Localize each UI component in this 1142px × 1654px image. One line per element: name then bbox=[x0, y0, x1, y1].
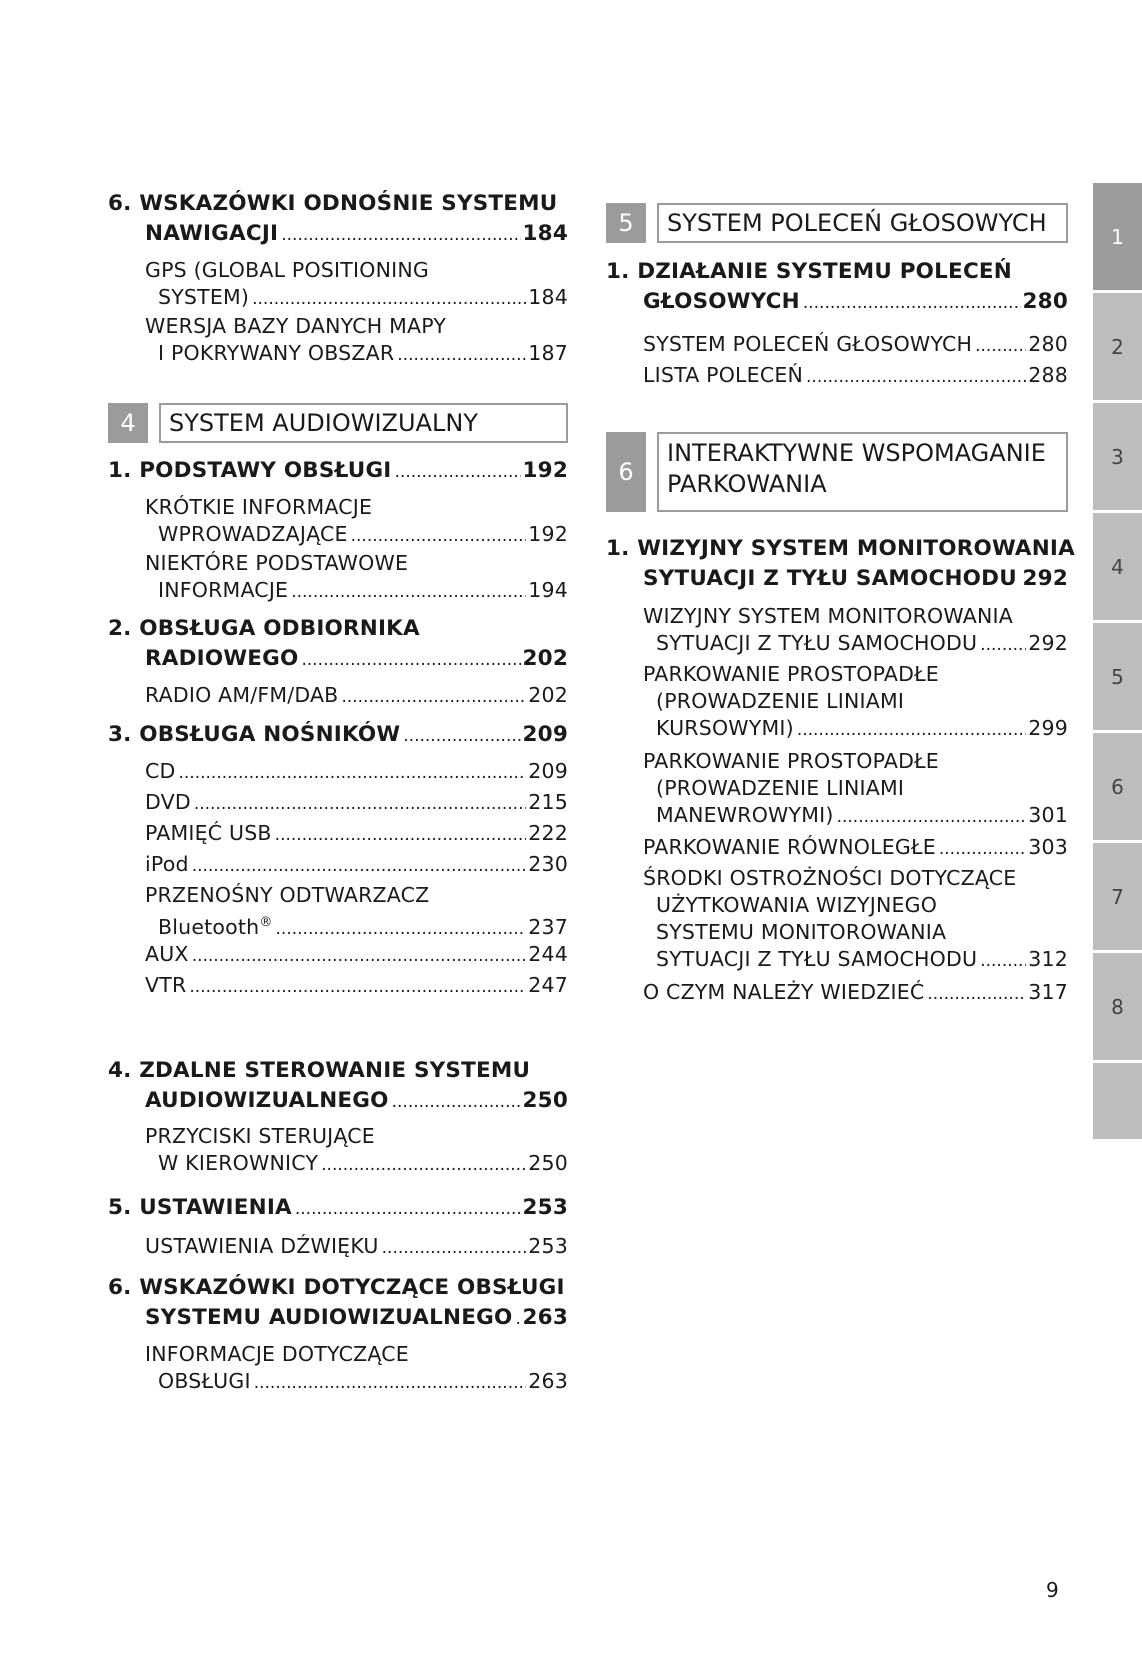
page-ref: 292 bbox=[1022, 566, 1068, 591]
page-ref: 250 bbox=[528, 1151, 568, 1175]
toc-item[interactable]: WERSJA BAZY DANYCH MAPY I POKRYWANY OBSZAR ..... 187 bbox=[145, 313, 568, 369]
toc-item[interactable]: CD ..... 209 bbox=[145, 758, 568, 787]
page-ref: 253 bbox=[522, 1195, 568, 1220]
toc-chapter[interactable]: 2. OBSŁUGA ODBIORNIKA RADIOWEGO ..... 202 bbox=[108, 614, 568, 675]
page-ref: 312 bbox=[1028, 947, 1068, 971]
page-number: 9 bbox=[1046, 1578, 1059, 1602]
toc-chapter[interactable]: 1. DZIAŁANIE SYSTEMU POLECEŃ GŁOSOWYCH ..... 280 bbox=[606, 257, 1068, 318]
page-ref: 299 bbox=[1028, 716, 1068, 740]
chapter-tab-blank bbox=[1093, 1063, 1142, 1142]
toc-item[interactable]: RADIO AM/FM/DAB ..... 202 bbox=[145, 682, 568, 711]
leader-dots bbox=[301, 645, 520, 675]
toc-item[interactable]: PAMIĘĆ USB ..... 222 bbox=[145, 820, 568, 849]
leader-dots bbox=[403, 721, 520, 751]
chapter-tab-8[interactable]: 8 bbox=[1093, 953, 1142, 1063]
leader-dots bbox=[189, 974, 526, 1001]
chapter-tab-7[interactable]: 7 bbox=[1093, 843, 1142, 953]
page-ref: 303 bbox=[1028, 835, 1068, 859]
toc-chapter[interactable]: 6. WSKAZÓWKI DOTYCZĄCE OBSŁUGI SYSTEMU AUDIOWIZUALNEGO ..... 263 bbox=[108, 1273, 568, 1334]
leader-dots bbox=[927, 981, 1026, 1008]
section-title: INTERAKTYWNE WSPOMAGANIE PARKOWANIA bbox=[657, 432, 1068, 512]
page-ref: 184 bbox=[528, 285, 568, 309]
page-ref: 187 bbox=[528, 341, 568, 365]
section-title: SYSTEM AUDIOWIZUALNY bbox=[159, 403, 568, 443]
leader-dots bbox=[980, 948, 1026, 975]
toc-item[interactable]: O CZYM NALEŻY WIEDZIEĆ ..... 317 bbox=[643, 979, 1068, 1008]
page-ref: 247 bbox=[528, 973, 568, 997]
leader-dots bbox=[341, 684, 526, 711]
leader-dots bbox=[295, 1194, 521, 1224]
page-ref: 215 bbox=[528, 790, 568, 814]
toc-item[interactable]: iPod ..... 230 bbox=[145, 851, 568, 880]
page-ref: 237 bbox=[528, 914, 568, 939]
chapter-tab-5[interactable]: 5 bbox=[1093, 623, 1142, 733]
toc-item[interactable]: PARKOWANIE RÓWNOLEGŁE ..... 303 bbox=[643, 834, 1068, 863]
toc-item[interactable]: PARKOWANIE PROSTOPADŁE (PROWADZENIE LINIAMI KURSOWYMI) ..... 299 bbox=[643, 661, 1068, 744]
leader-dots bbox=[837, 804, 1027, 831]
leader-dots bbox=[351, 523, 527, 550]
leader-dots bbox=[254, 1370, 527, 1397]
leader-dots bbox=[797, 717, 1026, 744]
toc-item[interactable]: SYSTEM POLECEŃ GŁOSOWYCH ..... 280 bbox=[643, 331, 1068, 360]
page-ref: 192 bbox=[528, 522, 568, 546]
leader-dots bbox=[321, 1152, 526, 1179]
page-ref: 301 bbox=[1028, 803, 1068, 827]
leader-dots bbox=[1020, 565, 1021, 595]
page-ref: 184 bbox=[522, 221, 568, 246]
section-number: 4 bbox=[108, 403, 148, 443]
leader-dots bbox=[275, 822, 527, 849]
page-ref: 280 bbox=[1022, 289, 1068, 314]
leader-dots bbox=[975, 333, 1026, 360]
leader-dots bbox=[281, 220, 520, 250]
leader-dots bbox=[806, 364, 1026, 391]
leader-dots bbox=[515, 1304, 520, 1334]
leader-dots bbox=[179, 760, 527, 787]
page-ref: 250 bbox=[522, 1088, 568, 1113]
page-ref: 202 bbox=[528, 683, 568, 707]
toc-item[interactable]: USTAWIENIA DŹWIĘKU ..... 253 bbox=[145, 1233, 568, 1262]
toc-chapter[interactable]: 1. WIZYJNY SYSTEM MONITOROWANIA SYTUACJI Z TYŁU SAMOCHODU ..... 292 bbox=[606, 534, 1068, 595]
leader-dots bbox=[382, 1235, 527, 1262]
section-number: 5 bbox=[606, 203, 646, 243]
section-header bbox=[606, 203, 1068, 243]
toc-chapter[interactable]: 6. WSKAZÓWKI ODNOŚNIE SYSTEMU NAWIGACJI ..... 184 bbox=[108, 189, 568, 250]
chapter-tab-1[interactable]: 1 bbox=[1093, 183, 1142, 293]
toc-chapter[interactable]: 4. ZDALNE STEROWANIE SYSTEMU AUDIOWIZUALNEGO ..... 250 bbox=[108, 1056, 568, 1117]
leader-dots bbox=[192, 853, 527, 880]
leader-dots bbox=[291, 579, 526, 606]
toc-chapter[interactable]: 5. USTAWIENIA ..... 253 bbox=[108, 1193, 568, 1224]
page-ref: 192 bbox=[522, 458, 568, 483]
registered-mark: ® bbox=[259, 915, 273, 930]
chapter-tab-6[interactable]: 6 bbox=[1093, 733, 1142, 843]
page-ref: 230 bbox=[528, 852, 568, 876]
page-ref: 209 bbox=[528, 759, 568, 783]
leader-dots bbox=[980, 632, 1026, 659]
chapter-tabs bbox=[1093, 183, 1142, 1142]
page-ref: 209 bbox=[522, 722, 568, 747]
chapter-tab-3[interactable]: 3 bbox=[1093, 403, 1142, 513]
leader-dots bbox=[397, 342, 526, 369]
page-ref: 288 bbox=[1028, 363, 1068, 387]
toc-item[interactable]: LISTA POLECEŃ ..... 288 bbox=[643, 362, 1068, 391]
page-ref: 317 bbox=[1028, 980, 1068, 1004]
toc-item[interactable]: DVD ..... 215 bbox=[145, 789, 568, 818]
toc-item[interactable]: NIEKTÓRE PODSTAWOWE INFORMACJE ..... 194 bbox=[145, 550, 568, 606]
section-header bbox=[108, 403, 568, 443]
leader-dots bbox=[803, 288, 1021, 318]
chapter-tab-4[interactable]: 4 bbox=[1093, 513, 1142, 623]
leader-dots bbox=[939, 836, 1026, 863]
chapter-tab-2[interactable]: 2 bbox=[1093, 293, 1142, 403]
toc-item[interactable]: PARKOWANIE PROSTOPADŁE (PROWADZENIE LINIAMI MANEWROWYMI) ..... 301 bbox=[643, 748, 1068, 831]
toc-chapter[interactable]: 3. OBSŁUGA NOŚNIKÓW ..... 209 bbox=[108, 720, 568, 751]
leader-dots bbox=[194, 791, 526, 818]
toc-item[interactable]: PRZENOŚNY ODTWARZACZ Bluetooth® ..... 237 bbox=[145, 882, 568, 943]
toc-chapter[interactable]: 1. PODSTAWY OBSŁUGI ..... 192 bbox=[108, 456, 568, 487]
section-title: SYSTEM POLECEŃ GŁOSOWYCH bbox=[657, 203, 1068, 243]
page-ref: 222 bbox=[528, 821, 568, 845]
toc-item[interactable]: VTR ..... 247 bbox=[145, 972, 568, 1001]
leader-dots bbox=[392, 1087, 521, 1117]
toc-item[interactable]: AUX ..... 244 bbox=[145, 941, 568, 970]
toc-item[interactable]: ŚRODKI OSTROŻNOŚCI DOTYCZĄCE UŻYTKOWANIA WIZYJNEGO SYSTEMU MONITOROWANIA SYTUACJI Z TYŁU SAMOCHODU ..... 312 bbox=[643, 865, 1068, 975]
page-ref: 202 bbox=[522, 646, 568, 671]
toc-item[interactable]: INFORMACJE DOTYCZĄCE OBSŁUGI ..... 263 bbox=[145, 1341, 568, 1397]
section-number: 6 bbox=[606, 432, 646, 512]
leader-dots bbox=[395, 457, 521, 487]
page-ref: 194 bbox=[528, 578, 568, 602]
leader-dots bbox=[276, 916, 527, 943]
page-ref: 263 bbox=[522, 1305, 568, 1330]
page-ref: 292 bbox=[1028, 631, 1068, 655]
page-ref: 263 bbox=[528, 1369, 568, 1393]
page-ref: 253 bbox=[528, 1234, 568, 1258]
leader-dots bbox=[192, 943, 527, 970]
page-ref: 280 bbox=[1028, 332, 1068, 356]
toc-item[interactable]: PRZYCISKI STERUJĄCE W KIEROWNICY ..... 250 bbox=[145, 1123, 568, 1179]
toc-item[interactable]: KRÓTKIE INFORMACJE WPROWADZAJĄCE ..... 192 bbox=[145, 494, 568, 550]
leader-dots bbox=[252, 286, 526, 313]
section-header bbox=[606, 432, 1068, 512]
page-ref: 244 bbox=[528, 942, 568, 966]
toc-item[interactable]: GPS (GLOBAL POSITIONING SYSTEM) ..... 184 bbox=[145, 257, 568, 313]
toc-item[interactable]: WIZYJNY SYSTEM MONITOROWANIA SYTUACJI Z TYŁU SAMOCHODU ..... 292 bbox=[643, 603, 1068, 659]
